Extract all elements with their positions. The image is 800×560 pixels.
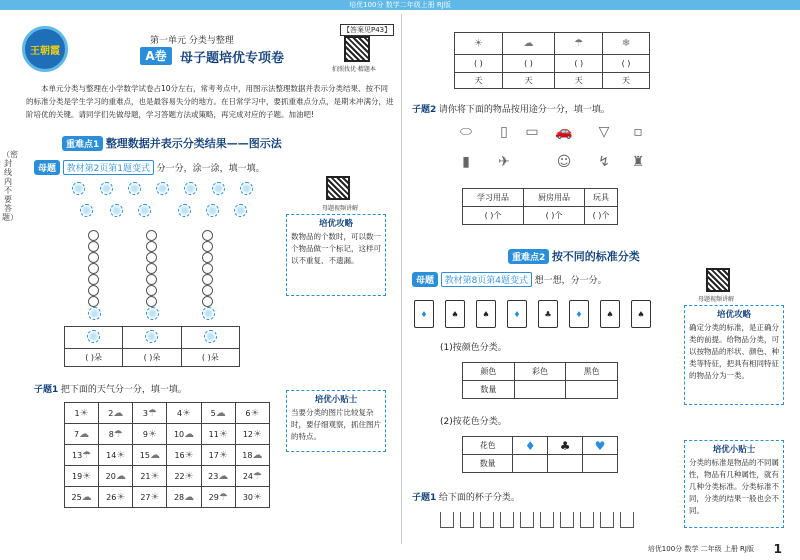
weather-cell (99, 403, 133, 424)
kitchen-knife-icon: ▮ (462, 154, 470, 170)
suit-table (462, 436, 618, 473)
section-title: 按不同的标准分类 (551, 250, 640, 263)
sub-label: 子题1 (412, 493, 437, 503)
day-number: 29 (208, 492, 219, 502)
cup-icon (500, 512, 514, 528)
card-suit: ♦ (513, 309, 521, 319)
flower-icon (184, 182, 197, 195)
weather-cell (133, 424, 167, 445)
weather-icon: ☀ (218, 428, 228, 440)
tip-box (286, 214, 386, 296)
weather-cell (201, 466, 235, 487)
tip-box (684, 440, 784, 528)
day-number: 18 (242, 450, 253, 460)
sub-text: 把下面的天气分一分，填一填。 (60, 385, 187, 395)
day-number: 4 (177, 408, 183, 418)
mother-question-2 (412, 272, 607, 287)
blank-cell[interactable]: ( )个 (463, 207, 524, 225)
flower-icon (88, 307, 101, 320)
flower-count-table (64, 326, 240, 367)
juan-label: A卷 (140, 47, 172, 65)
card-suit: ♦ (575, 309, 583, 319)
cup-icon (600, 512, 614, 528)
weather-cell (235, 424, 269, 445)
weather-cell (99, 487, 133, 508)
blank-cell[interactable] (583, 455, 618, 473)
card-suit: ♣ (544, 309, 552, 319)
cup-icon (540, 512, 554, 528)
tip-heading: 培优攻略 (716, 310, 751, 320)
tally-circle[interactable] (146, 252, 157, 263)
header-band: 培优100分 数学二年级上册 RJ版 (0, 0, 800, 10)
tally-circle[interactable] (88, 274, 99, 285)
tally-circle[interactable] (146, 274, 157, 285)
tally-circle[interactable] (202, 230, 213, 241)
weather-icon: ☀ (184, 449, 194, 461)
day-number: 23 (208, 471, 219, 481)
row-label: 数量 (463, 455, 513, 473)
tally-circle[interactable] (88, 252, 99, 263)
qr-code-icon[interactable] (344, 36, 370, 62)
row-label: 数量 (463, 381, 515, 399)
tip-body: 分类的标准是物品的不同属性，物品有几种属性，就有几种分类标准。分类标准不同，分类的结果一般也会不同。 (689, 458, 779, 515)
weather-cell (167, 403, 201, 424)
tally-circle[interactable] (202, 296, 213, 307)
flower-icon (145, 330, 158, 343)
page-title: 母子题培优专项卷 (180, 51, 285, 66)
mother-text: 分一分，涂一涂，填一填。 (156, 164, 265, 174)
weather-cell (167, 424, 201, 445)
weather-icon: ☁ (113, 407, 124, 419)
section1-heading (62, 135, 282, 151)
mother-badge: 母题 (34, 160, 60, 175)
weather-cell (201, 403, 235, 424)
blank-cell[interactable] (566, 381, 618, 399)
tally-circle[interactable] (88, 296, 99, 307)
day-number: 14 (106, 450, 117, 460)
tally-circle[interactable] (88, 263, 99, 274)
weather-cell (167, 487, 201, 508)
weather-cell (133, 487, 167, 508)
weather-cell (65, 424, 99, 445)
set-square-icon: ▽ (598, 124, 610, 140)
weather-icon: ☀ (182, 407, 192, 419)
weather-icon: ☀ (147, 428, 157, 440)
weather-icon: ☀ (79, 407, 89, 419)
weather-cell (99, 424, 133, 445)
card-suit: ♠ (451, 309, 459, 319)
tally-circle[interactable] (202, 285, 213, 296)
playing-card-icon (476, 300, 496, 328)
flower-icon (206, 204, 219, 217)
pencil-sharpener-icon: ▫ (633, 124, 643, 140)
qr-caption: 母题视频讲解 (322, 205, 359, 212)
weather-icon: ☁ (184, 491, 195, 503)
day-number: 6 (245, 408, 251, 418)
weather-icon: ☀ (82, 470, 92, 482)
diamond-icon: ♦ (513, 437, 548, 455)
ladle-icon: ↯ (598, 154, 610, 170)
unit-cell: 天 (555, 73, 603, 89)
unit-cell: 天 (502, 73, 555, 89)
plate-icon: ⬭ (460, 124, 472, 140)
weather-cell (133, 466, 167, 487)
tip-box (684, 305, 784, 405)
blank-cell[interactable] (514, 381, 566, 399)
playing-card-icon (600, 300, 620, 328)
sub-text: 请你将下面的物品按用途分一分，填一填。 (438, 105, 610, 115)
playing-card-icon (507, 300, 527, 328)
page-number: 1 (773, 542, 782, 556)
toy-robot-icon: ♜ (631, 154, 645, 170)
weather-icon: ☀ (184, 470, 194, 482)
playing-card-icon (569, 300, 589, 328)
sub-text: 给下面的杯子分类。 (438, 493, 520, 503)
tally-circle[interactable] (88, 241, 99, 252)
day-number: 26 (106, 492, 117, 502)
weather-cell (133, 403, 167, 424)
weather-icon: ☂ (82, 449, 92, 461)
flower-icon (146, 307, 159, 320)
cup-icon (440, 512, 454, 528)
blank-cell[interactable] (513, 455, 548, 473)
weather-grid (64, 402, 270, 508)
weather-icon: ☁ (149, 449, 160, 461)
rain-icon: ☂ (555, 33, 603, 55)
mother-badge: 母题 (412, 272, 438, 287)
blank-cell[interactable]: ( ) (603, 55, 650, 73)
book-icon: ▯ (500, 124, 508, 140)
day-number: 3 (142, 408, 148, 418)
flower-icon (240, 182, 253, 195)
weather-cell (133, 445, 167, 466)
weather-icon: ☀ (116, 491, 126, 503)
cup-icon (560, 512, 574, 528)
blank-cell[interactable]: ( )朵 (123, 349, 181, 367)
sub-question-color: (1)按颜色分类。 (440, 343, 507, 353)
flower-icon (138, 204, 151, 217)
mother-source: 教材第2页第1题变式 (63, 160, 154, 175)
weather-icon: ☂ (147, 407, 157, 419)
weather-cell (65, 487, 99, 508)
day-number: 20 (105, 471, 116, 481)
day-number: 1 (74, 408, 80, 418)
flower-icon (72, 182, 85, 195)
mother-question (34, 160, 265, 175)
weather-icon: ☀ (116, 449, 126, 461)
doll-icon: ☺ (556, 154, 572, 170)
blank-cell[interactable]: ( ) (502, 55, 555, 73)
header-cell: 厨房用品 (524, 189, 585, 207)
flower-icon (100, 182, 113, 195)
day-number: 28 (173, 492, 185, 502)
weather-cell (65, 466, 99, 487)
tally-circle[interactable] (146, 241, 157, 252)
sub-question-cups (412, 490, 520, 503)
blank-cell[interactable]: ( ) (455, 55, 503, 73)
header-cell: 学习用品 (463, 189, 524, 207)
blank-cell[interactable]: ( )朵 (181, 349, 239, 367)
header-cell: 玩具 (585, 189, 618, 207)
weather-cell (99, 445, 133, 466)
weather-icon: ☀ (150, 470, 160, 482)
row-label: 花色 (463, 437, 513, 455)
playing-card-icon (631, 300, 651, 328)
brand-logo: 王朝霞 (22, 26, 68, 72)
cup-icon (480, 512, 494, 528)
day-number: 7 (74, 429, 80, 439)
tip-heading: 培优小贴士 (712, 445, 756, 455)
qr-caption: 母题视频讲解 (698, 296, 735, 303)
cup-icon (620, 512, 634, 528)
playing-card-icon (538, 300, 558, 328)
card-suit: ♠ (637, 309, 645, 319)
weather-tally-table (454, 32, 650, 89)
header-cell: 彩色 (514, 363, 566, 381)
tally-circle[interactable] (202, 241, 213, 252)
club-icon: ♣ (548, 437, 583, 455)
mother-source: 教材第8页第4题变式 (441, 272, 532, 287)
weather-cell (167, 466, 201, 487)
day-number: 11 (208, 429, 219, 439)
weather-cell (235, 487, 269, 508)
flower-icon (212, 182, 225, 195)
weather-cell (235, 466, 269, 487)
tally-circle[interactable] (146, 230, 157, 241)
intro-paragraph: 本单元分类与整理在小学数学试卷占10分左右，常考考点中，用图示法整理数据并表示分类结果、按不同的标准分类是学生学习的重难点，也是最容易失分的地方。在日常学习中，要抓重难点分点，是期末冲满分，进阶培优的关键。请同学们先做母题，学习答题方法或策略，再完成对应的子题。加油吧! (26, 84, 394, 119)
section-title: 整理数据并表示分类结果——图示法 (105, 137, 282, 150)
snow-icon: ❄ (603, 33, 650, 55)
day-number: 22 (174, 471, 185, 481)
day-number: 5 (210, 408, 216, 418)
card-suit: ♦ (420, 309, 428, 319)
cloudy-icon: ☁ (502, 33, 555, 55)
weather-icon: ☂ (253, 470, 262, 482)
unit-cell: 天 (455, 73, 503, 89)
mother-text: 想一想，分一分。 (534, 276, 607, 286)
heart-icon: ♥ (583, 437, 618, 455)
day-number: 16 (174, 450, 185, 460)
header-cell: 颜色 (463, 363, 515, 381)
playing-card-icon (445, 300, 465, 328)
cup-icon (460, 512, 474, 528)
sub-question-2 (412, 102, 610, 115)
day-number: 30 (242, 492, 253, 502)
qr-code-icon[interactable] (706, 268, 730, 292)
blank-cell[interactable]: ( )朵 (65, 349, 123, 367)
section-badge: 重难点2 (508, 249, 549, 264)
card-suit: ♠ (606, 309, 614, 319)
sub-question-suit: (2)按花色分类。 (440, 417, 507, 427)
use-category-table (462, 188, 618, 225)
sub-label: 子题1 (34, 385, 59, 395)
day-number: 15 (139, 450, 150, 460)
flower-icon (110, 204, 123, 217)
seal-line-note: （密封线内不要答题） (2, 150, 18, 222)
weather-cell (65, 445, 99, 466)
day-number: 10 (173, 429, 185, 439)
day-number: 9 (142, 429, 148, 439)
flower-icon (80, 204, 93, 217)
weather-cell (99, 466, 133, 487)
tally-circle[interactable] (146, 296, 157, 307)
weather-cell (235, 403, 269, 424)
blank-cell[interactable]: ( )个 (524, 207, 585, 225)
footer-text: 培优100分 数学 二年级 上册 RJ版 (647, 545, 754, 553)
unit-title: 第一单元 分类与整理 (150, 36, 234, 46)
weather-cell (201, 424, 235, 445)
unit-cell: 天 (603, 73, 650, 89)
weather-icon: ☂ (113, 428, 123, 440)
weather-cell (201, 487, 235, 508)
flower-icon (156, 182, 169, 195)
toy-plane-icon: ✈ (498, 154, 510, 170)
weather-icon: ☁ (184, 428, 195, 440)
weather-icon: ☁ (252, 449, 263, 461)
flower-icon (128, 182, 141, 195)
blank-cell[interactable]: ( )个 (585, 207, 618, 225)
weather-icon: ☂ (218, 491, 228, 503)
header-cell: 黑色 (566, 363, 618, 381)
day-number: 13 (72, 450, 83, 460)
tally-circle[interactable] (202, 263, 213, 274)
tally-circle[interactable] (146, 263, 157, 274)
flower-icon (87, 330, 100, 343)
cup-icon (520, 512, 534, 528)
section2-heading (508, 248, 640, 264)
day-number: 24 (242, 471, 253, 481)
day-number: 27 (140, 492, 151, 502)
weather-icon: ☀ (250, 407, 260, 419)
tip-heading: 培优攻略 (318, 219, 353, 229)
weather-icon: ☁ (218, 470, 229, 482)
day-number: 2 (108, 408, 114, 418)
blank-cell[interactable]: ( ) (555, 55, 603, 73)
color-table (462, 362, 618, 399)
sub-question-1 (34, 382, 187, 395)
section-badge: 重难点1 (62, 136, 103, 151)
day-number: 21 (140, 471, 151, 481)
day-number: 19 (72, 471, 83, 481)
tip-body: 确定分类的标准，是正确分类的前提。给物品分类，可以按物品的形状、颜色、种类等特征，把具有相同特征的物品分为一类。 (689, 323, 779, 380)
weather-icon: ☁ (215, 407, 226, 419)
tip-body: 数物品的个数时，可以数一个物品做一个标记，这样可以不重复、不遗漏。 (291, 232, 381, 265)
answer-ref: 【答案见P43】 (340, 24, 394, 36)
qr-caption: 拍照找优·精题本 (332, 66, 376, 73)
flower-icon (178, 204, 191, 217)
qr-code-icon[interactable] (326, 176, 350, 200)
sunny-icon: ☀ (455, 33, 503, 55)
playing-card-icon (414, 300, 434, 328)
weather-cell (235, 445, 269, 466)
weather-icon: ☀ (253, 491, 262, 503)
tally-circle[interactable] (146, 285, 157, 296)
weather-cell (65, 403, 99, 424)
sub-label: 子题2 (412, 105, 437, 115)
tally-circle[interactable] (88, 285, 99, 296)
cup-icon: ▭ (525, 124, 539, 140)
toy-car-icon: 🚗 (555, 124, 573, 140)
flower-icon (204, 330, 217, 343)
day-number: 17 (208, 450, 219, 460)
weather-icon: ☀ (218, 449, 228, 461)
day-number: 8 (108, 429, 114, 439)
tip-body: 当要分类的图片比较复杂时，要仔细观察，抓住图片的特点。 (291, 408, 381, 441)
weather-icon: ☁ (79, 428, 90, 440)
cup-icon (580, 512, 594, 528)
page-divider (401, 14, 402, 544)
flower-icon (202, 307, 215, 320)
card-suit: ♠ (482, 309, 490, 319)
day-number: 12 (242, 429, 253, 439)
tally-circle[interactable] (202, 274, 213, 285)
weather-icon: ☁ (81, 491, 92, 503)
flower-icon (234, 204, 247, 217)
tally-circle[interactable] (88, 230, 99, 241)
tip-heading: 培优小贴士 (314, 395, 358, 405)
tally-circle[interactable] (202, 252, 213, 263)
tip-box (286, 390, 386, 452)
day-number: 25 (71, 492, 82, 502)
blank-cell[interactable] (548, 455, 583, 473)
weather-cell (167, 445, 201, 466)
weather-icon: ☀ (150, 491, 160, 503)
weather-icon: ☀ (253, 428, 262, 440)
weather-cell (201, 445, 235, 466)
weather-icon: ☁ (115, 470, 126, 482)
